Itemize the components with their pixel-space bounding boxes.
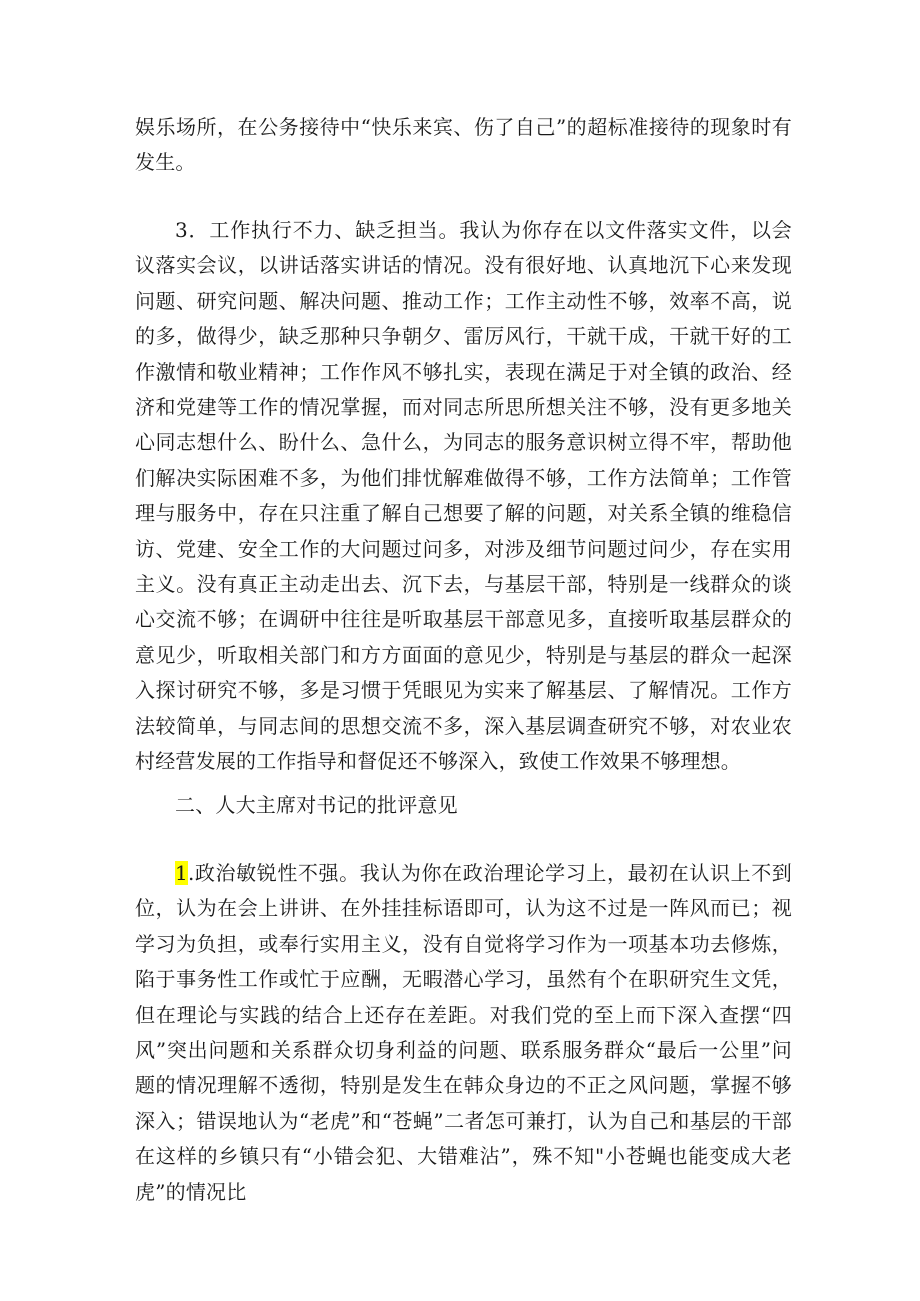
paragraph-item-1-text: .政治敏锐性不强。我认为你在政治理论学习上，最初在认识上不到位，认为在会上讲讲、在外挂挂标语即可，认为这不过是一阵风而已；视学习为负担，或奉行实用主义，没有自觉将学习作为一项基本功去修炼，陷于事务性工作或忙于应酬，无暇潜心学习，虽然有个在职研究生文凭，但在理论与实践的结合上还存在差距。对我们党的至上而下深入查摆“四风”突出问题和关系群众切身利益的问题、联系服务群众“最后一公里”问题的情况理解不透彻，特别是发生在韩众身边的不正之风问题，掌握不够深入；错误地认为“老虎”和“苍蝇”二者怎可兼打，认为自己和基层的干部在这样的乡镇只有“小错会犯、大错难沾”，殊不知"小苍蝇也能变成大老虎”的情况比 bbox=[135, 861, 792, 1204]
paragraph-item-3: 3．工作执行不力、缺乏担当。我认为你存在以文件落实文件，以会议落实会议，以讲话落实讲话的情况。没有很好地、认真地沉下心来发现问题、研究问题、解决问题、推动工作；工作主动性不够，效率不高，说的多，做得少，缺乏那种只争朝夕、雷厉风行，干就干成，干就干好的工作激情和敬业精神；工作作风不够扎实，表现在满足于对全镇的政治、经济和党建等工作的情况掌握，而对同志所思所想关注不够，没有更多地关心同志想什么、盼什么、急什么，为同志的服务意识树立得不牢，帮助他们解决实际困难不多，为他们排忧解难做得不够，工作方法简单；工作管理与服务中，存在只注重了解自己想要了解的问题，对关系全镇的维稳信访、党建、安全工作的大问题过问多，对涉及细节问题过问少，存在实用主义。没有真正主动走出去、沉下去，与基层干部，特别是一线群众的谈心交流不够；在调研中往往是听取基层干部意见多，直接听取基层群众的意见少，听取相关部门和方方面面的意见少，特别是与基层的群众一起深入探讨研究不够，多是习惯于凭眼见为实来了解基层、了解情况。工作方法较简单，与同志间的思想交流不多，深入基层调查研究不够，对农业农村经营发展的工作指导和督促还不够深入，致使工作效果不够理想。 bbox=[135, 218, 792, 774]
paragraph-item-1 bbox=[135, 856, 792, 1210]
paragraph-continuation: 娱乐场所，在公务接待中“快乐来宾、伤了自己”的超标准接待的现象时有发生。 bbox=[135, 115, 792, 175]
section-heading: 二、人大主席对书记的批评意见 bbox=[175, 793, 458, 817]
highlighted-number: 1 bbox=[175, 861, 188, 885]
